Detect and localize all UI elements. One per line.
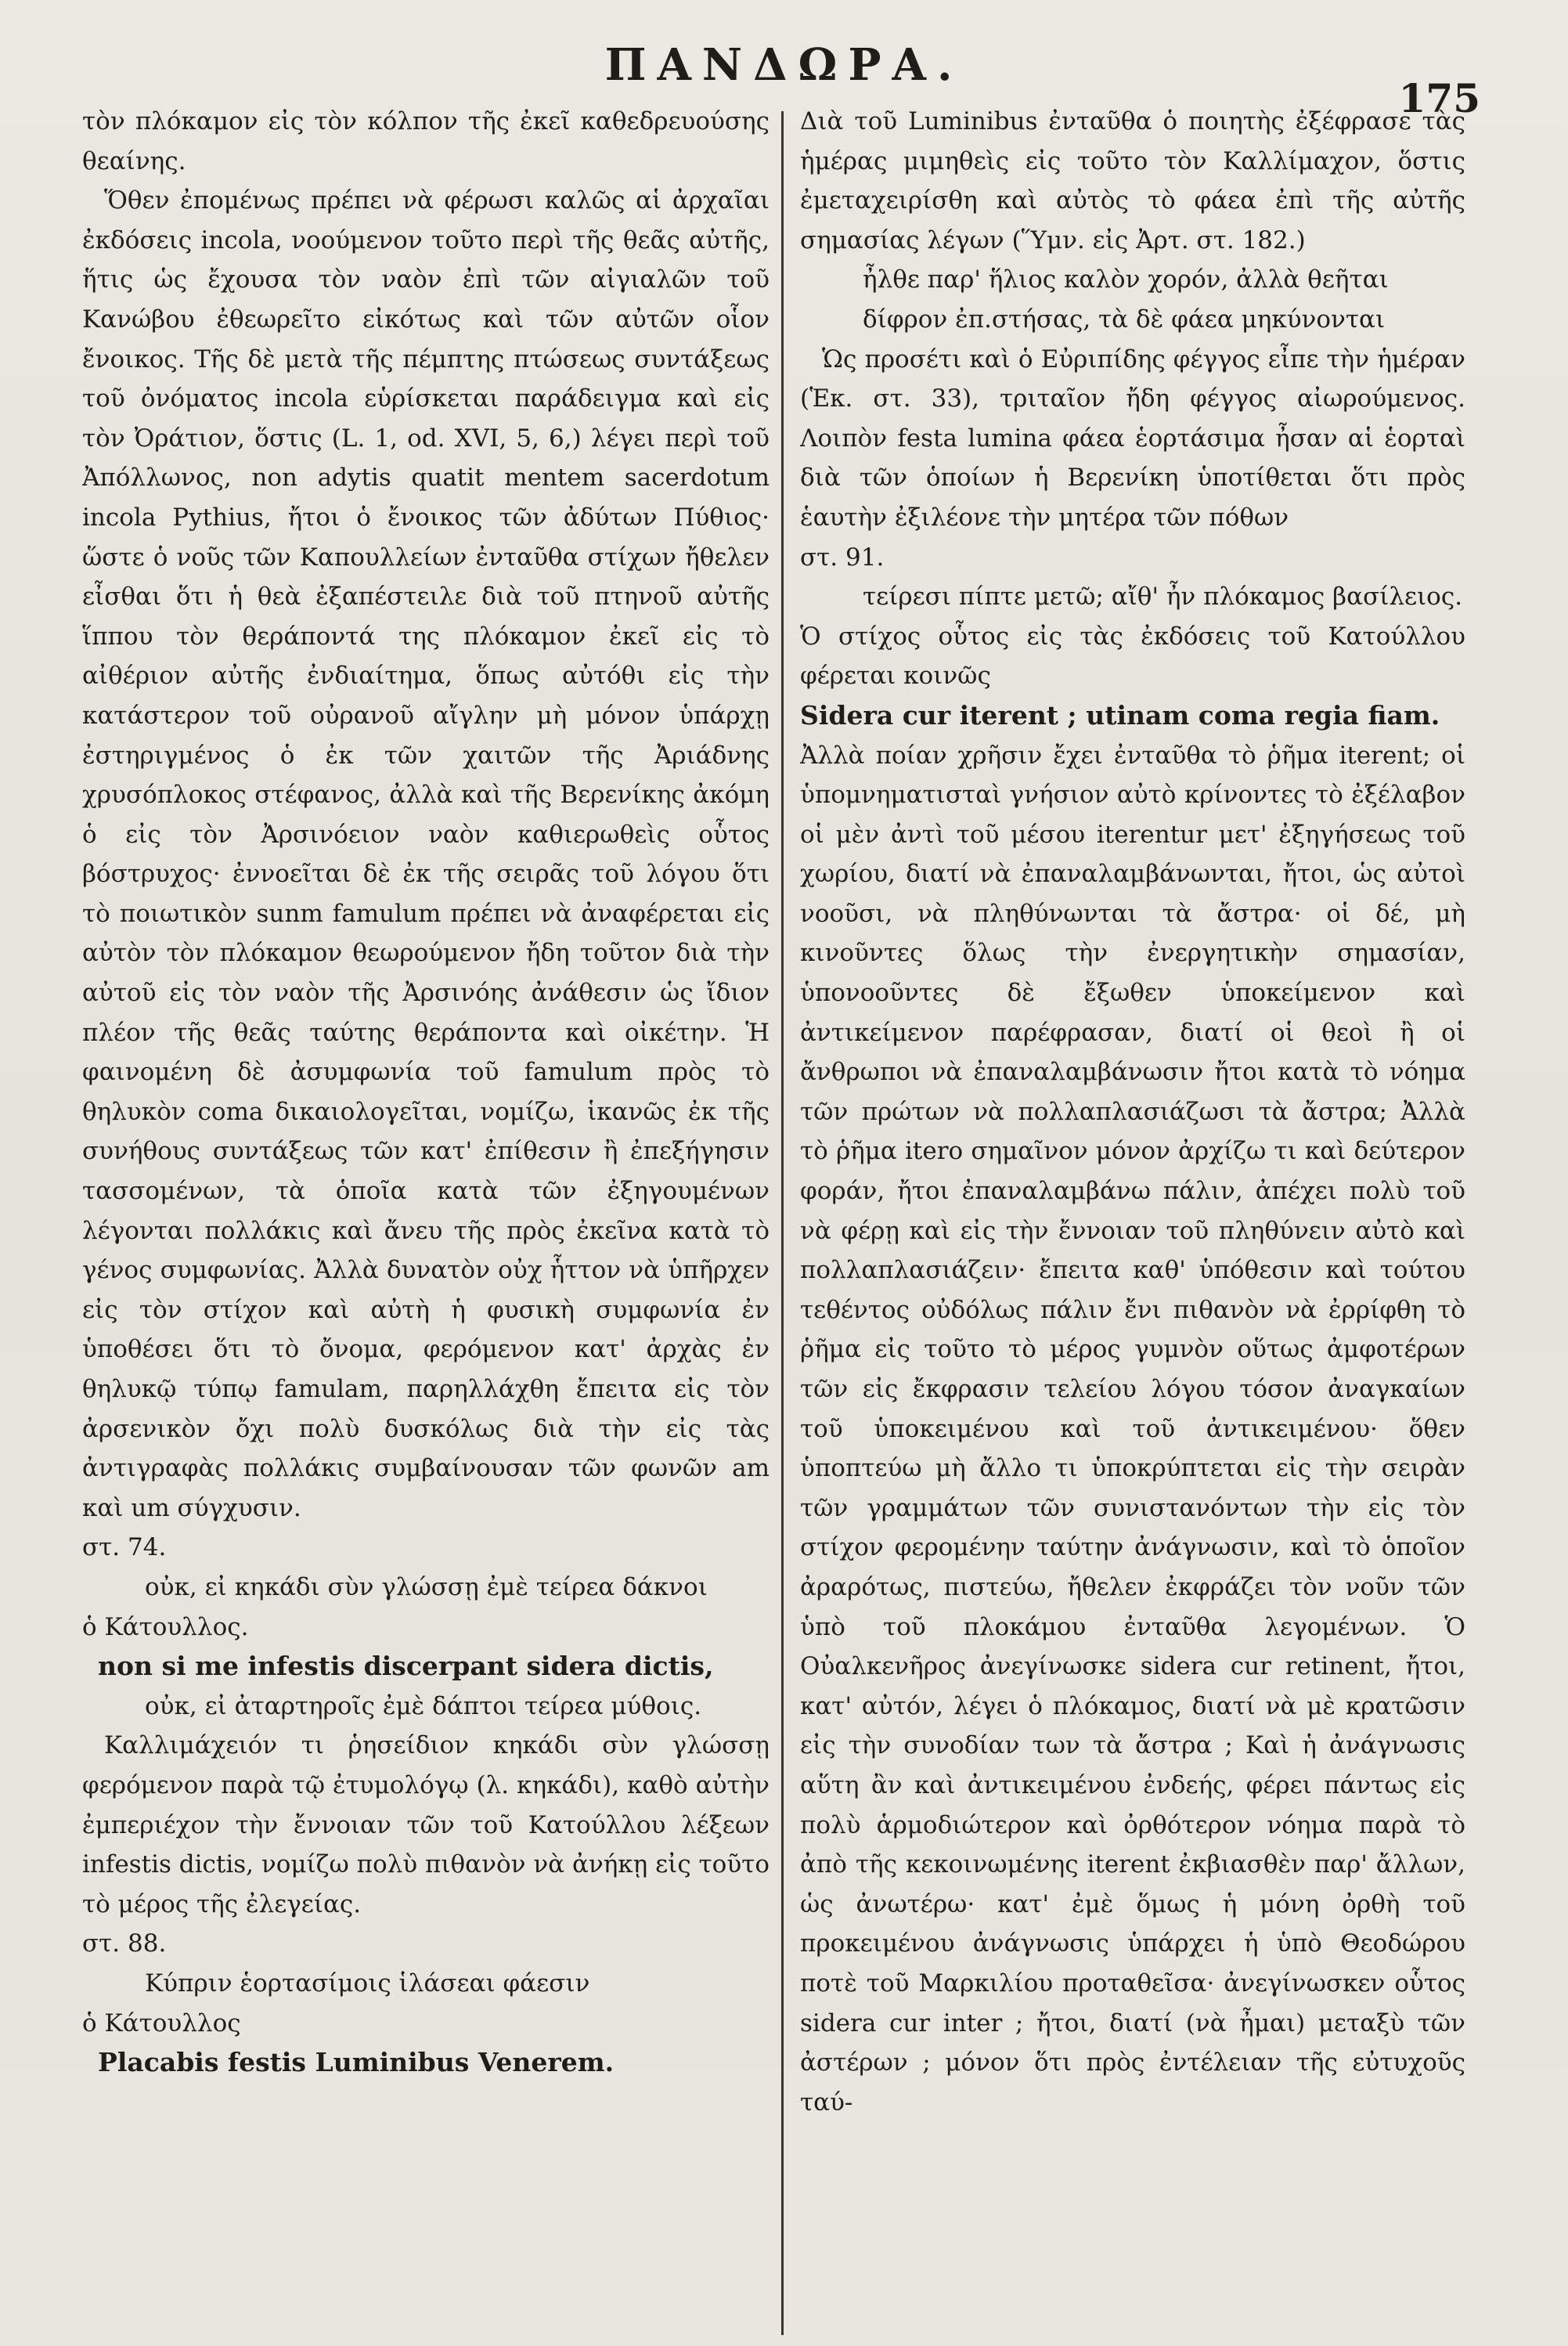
verse-reference: στ. 74. <box>82 1533 167 1562</box>
speaker-label: ὁ Κάτουλλος <box>82 2009 241 2037</box>
paragraph: Ὡς προσέτι καὶ ὁ Εὐριπίδης φέγγος εἶπε τὴν ἡμέραν (Ἑκ. στ. 33), τριταῖον ἤδη φέγγος αἰωρούμενος. Λοιπὸν festa lumina φάεα ἑορτάσιμα ἦσαν αἱ ἑορταὶ διὰ τῶν ὁποίων ἡ Βερενίκη ὑποτίθεται ὅτι πρὸς ἑαυτὴν ἐξιλέονε τὴν μητέρα τῶν πόθων <box>800 345 1465 532</box>
paragraph: τὸν πλόκαμον εἰς τὸν κόλπον τῆς ἐκεῖ καθεδρευούσης θεαίνης. <box>82 107 770 175</box>
verse-reference: στ. 88. <box>82 1929 167 1958</box>
latin-verse: non si me infestis discerpant sidera dictis, <box>98 1651 714 1682</box>
speaker-label: ὁ Κάτουλλος. <box>82 1612 249 1641</box>
greek-verse: Κύπριν ἑορτασίμοις ἱλάσεαι φάεσιν <box>145 1969 590 1998</box>
paragraph: Ὅθεν ἐπομένως πρέπει νὰ φέρωσι καλῶς αἱ ἀρχαῖαι ἐκδόσεις incola, νοούμενον τοῦτο περὶ τῆς θεᾶς αὐτῆς, ἥτις ὡς ἔχουσα τὸν ναὸν ἐπὶ τῶν αἰγιαλῶν τοῦ Κανώβου ἐθεωρεῖτο εἰκότως καὶ τῶν αὐτῶν οἷον ἔνοικος. Τῆς δὲ μετὰ τῆς πέμπτης πτώσεως συντάξεως τοῦ ὀνόματος incola εὑρίσκεται παράδειγμα καὶ εἰς τὸν Ὀράτιον, ὅστις (L. 1, od. XVI, 5, 6,) λέγει περὶ τοῦ Ἀπόλλωνος, non adytis quatit mentem sacerdotum incola Pythius, ἤτοι ὁ ἔνοικος τῶν ἀδύτων Πύθιος· ὥστε ὁ νοῦς τῶν Καπουλλείων ἐνταῦθα στίχων ἤθελεν εἶσθαι ὅτι ἡ θεὰ ἐξαπέστειλε διὰ τοῦ πτηνοῦ αὐτῆς ἵππου τὸν θεράποντά της πλόκαμον ἐκεῖ εἰς τὸ αἰθέριον αὐτῆς ἐνδιαίτημα, ὅπως αὐτόθι εἰς τὴν κατάστερον τοῦ οὐρανοῦ αἴγλην μὴ μόνον ὑπάρχῃ ἐστηριγμένος ὁ ἐκ τῶν χαιτῶν τῆς Ἀριάδνης χρυσόπλοκος στέφανος, ἀλλὰ καὶ τῆς Βερενίκης ἀκόμη ὁ εἰς τὸν Ἀρσινόειον ναὸν καθιερωθεὶς οὗτος βόστρυχος· ἐννοεῖται δὲ ἐκ τῆς σειρᾶς τοῦ λόγου ὅτι τὸ ποιωτικὸν sunm famulum πρέπει νὰ ἀναφέρεται εἰς αὐτὸν τὸν πλόκαμον θεωρούμενον ἤδη τοῦτον διὰ τὴν αὐτοῦ εἰς τὸν ναὸν τῆς Ἀρσινόης ἀνάθεσιν ὡς ἴδιον πλέον τῆς θεᾶς ταύτης θεράποντα καὶ οἰκέτην. Ἡ φαινομένη δὲ ἀσυμφωνία τοῦ famulum πρὸς τὸ θηλυκὸν coma δικαιολογεῖται, νομίζω, ἱκανῶς ἐκ τῆς συνήθους συντάξεως τῶν κατ' ἐπίθεσιν ἢ ἐπεξήγησιν τασσομένων, τὰ ὁποῖα κατὰ τῶν ἐξηγουμένων λέγονται πολλάκις καὶ ἄνευ τῆς πρὸς ἐκεῖνα κατὰ τὸ γένος συμφωνίας. Ἀλλὰ δυνατὸν οὐχ ἧττον νὰ ὑπῆρχεν εἰς τὸν στίχον καὶ αὐτὴ ἡ φυσικὴ συμφωνία ἐν ὑποθέσει ὅτι τὸ ὄνομα, φερόμενον κατ' ἀρχὰς ἐν θηλυκῷ τύπῳ famulam, παρηλλάχθη ἔπειτα εἰς τὸν ἀρσενικὸν ὄχι πολὺ δυσκόλως διὰ τὴν εἰς τὰς ἀντιγραφὰς πολλάκις συμβαίνουσαν τῶν φωνῶν am καὶ um σύγχυσιν. <box>82 186 770 1522</box>
paragraph: Ὁ στίχος οὗτος εἰς τὰς ἐκδόσεις τοῦ Κατούλλου φέρεται κοινῶς <box>800 622 1465 691</box>
paragraph: Διὰ τοῦ Luminibus ἐνταῦθα ὁ ποιητὴς ἐξέφρασε τὰς ἡμέρας μιμηθεὶς εἰς τοῦτο τὸν Καλλίμαχον, ὅστις ἐμεταχειρίσθη καὶ αὐτὸς τὸ φάεα ἐπὶ τῆς αὐτῆς σημασίας λέγων (Ὕμν. εἰς Ἀρτ. στ. 182.) <box>800 107 1465 254</box>
column-divider <box>781 111 784 2335</box>
verse-reference: στ. 91. <box>800 543 885 572</box>
latin-verse: Sidera cur iterent ; utinam coma regia fiam. <box>800 699 1440 731</box>
greek-verse: ἦλθε παρ' ἥλιος καλὸν χορόν, ἀλλὰ θεῆται <box>863 265 1389 294</box>
latin-verse: Placabis festis Luminibus Venerem. <box>98 2047 615 2078</box>
greek-verse: δίφρον ἐπ.στήσας, τὰ δὲ φάεα μηκύνονται <box>863 305 1386 334</box>
page-number: 175 <box>1398 75 1480 121</box>
running-head <box>0 39 1568 121</box>
left-column <box>82 102 770 2326</box>
running-title: ΠΑΝΔΩΡΑ. <box>604 39 964 91</box>
paragraph: Ἀλλὰ ποίαν χρῆσιν ἔχει ἐνταῦθα τὸ ῥῆμα iterent; οἱ ὑπομνηματισταὶ γνήσιον αὐτὸ κρίνοντες τὸ ἐξέλαβον οἱ μὲν ἀντὶ τοῦ μέσου iterentur μετ' ἐξηγήσεως τοῦ χωρίου, διατί νὰ ἐπαναλαμβάνωνται, ἤτοι, ὡς αὐτοὶ νοοῦσι, νὰ πληθύνωνται τὰ ἄστρα· οἱ δέ, μὴ κινοῦντες ὅλως τὴν ἐνεργητικὴν σημασίαν, ὑπονοοῦντες δὲ ἔξωθεν ὑποκείμενον καὶ ἀντικείμενον παρέφρασαν, διατί οἱ θεοὶ ἢ οἱ ἄνθρωποι νὰ ἐπαναλαμβάνωσιν ἤτοι κατὰ τὸ νόημα τῶν πρώτων νὰ πολλαπλασιάζωσι τὰ ἄστρα; Ἀλλὰ τὸ ῥῆμα itero σημαῖνον μόνον ἀρχίζω τι καὶ δεύτερον φοράν, ἤτοι ἐπαναλαμβάνω πάλιν, ἀπέχει πολὺ τοῦ νὰ φέρῃ καὶ εἰς τὴν ἔννοιαν τοῦ πληθύνειν αὐτὸ καὶ πολλαπλασιάζειν· ἔπειτα καθ' ὑπόθεσιν καὶ τούτου τεθέντος οὐδόλως πάλιν ἔνι πιθανὸν νὰ ἐρρίφθη τὸ ῥῆμα εἰς τοῦτο τὸ μέρος γυμνὸν οὕτως ἀμφοτέρων τῶν εἰς ἔκφρασιν τελείου λόγου τόσον ἀναγκαίων τοῦ ὑποκειμένου καὶ τοῦ ἀντικειμένου· ὅθεν ὑποπτεύω μὴ ἄλλο τι ὑποκρύπτεται εἰς τὴν σειρὰν τῶν γραμμάτων τῶν συνιστανόντων τὴν εἰς τὸν στίχον φερομένην ταύτην ἀνάγνωσιν, καὶ τὸ ὁποῖον ἀραρότως, πιστεύω, ἤθελεν ἐκφράζει τὸν νοῦν τῶν ὑπὸ τοῦ πλοκάμου ἐνταῦθα λεγομένων. Ὁ Οὐαλκενῆρος ἀνεγίνωσκε sidera cur retinent, ἤτοι, κατ' αὐτόν, λέγει ὁ πλόκαμος, διατί νὰ μὲ κρατῶσιν εἰς τὴν συνοδίαν των τὰ ἄστρα ; Καὶ ἡ ἀνάγνωσις αὕτη ἂν καὶ ἀντικειμένου ἐνδεής, φέρει πάντως εἰς πολὺ ἁρμοδιώτερον καὶ ὀρθότερον νόημα παρὰ τὸ ἀπὸ τῆς κεκοινωμένης iterent ἐκβιασθὲν παρ' ἄλλων, ὡς ἀνωτέρω· κατ' ἐμὲ ὅμως ἡ μόνη ὀρθὴ τοῦ προκειμένου ἀνάγνωσις ὑπάρχει ἡ ὑπὸ Θεοδώρου ποτὲ τοῦ Μαρκιλίου προταθεῖσα· ἀνεγίνωσκεν οὗτος sidera cur inter ; ἤτοι, διατί (νὰ ἦμαι) μεταξὺ τῶν ἀστέρων ; μόνον ὅτι πρὸς ἐντέλειαν τῆς εὐτυχοῦς ταύ- <box>800 741 1465 2117</box>
greek-verse: τείρεσι πίπτε μετῶ; αἴθ' ἦν πλόκαμος βασίλειος. <box>863 583 1463 612</box>
greek-verse: οὐκ, εἰ ἀταρτηροῖς ἐμὲ δάπτοι τείρεα μύθοις. <box>145 1691 702 1720</box>
greek-verse: οὐκ, εἰ κηκάδι σὺν γλώσσῃ ἐμὲ τείρεα δάκνοι <box>145 1572 708 1601</box>
paragraph: Καλλιμάχειόν τι ῥησείδιον κηκάδι σὺν γλώσσῃ φερόμενον παρὰ τῷ ἐτυμολόγῳ (λ. κηκάδι), καθὸ αὐτὴν ἐμπεριέχον τὴν ἔννοιαν τῶν τοῦ Κατούλλου λέξεων infestis dictis, νομίζω πολὺ πιθανὸν νὰ ἀνήκῃ εἰς τοῦτο τὸ μέρος τῆς ἐλεγείας. <box>82 1731 770 1918</box>
right-column <box>800 102 1465 2326</box>
